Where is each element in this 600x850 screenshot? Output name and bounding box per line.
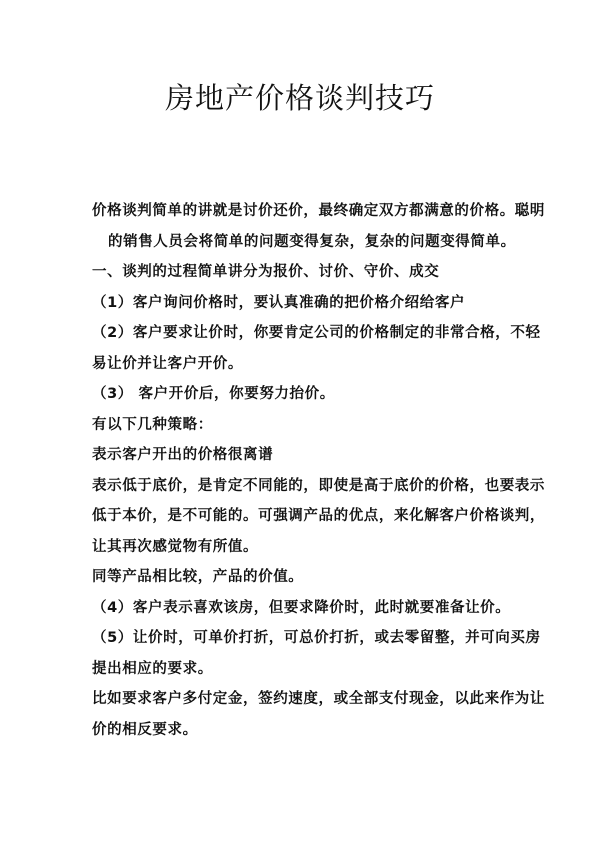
document-body	[92, 196, 545, 745]
paragraph-line: 提出相应的要求。	[92, 660, 213, 677]
list-item: （4）客户表示喜欢该房，但要求降价时，此时就要准备让价。	[92, 599, 511, 616]
paragraph-line: 有以下几种策略：	[92, 416, 213, 433]
paragraph-line: 比如要求客户多付定金，签约速度，或全部支付现金，以此来作为让	[92, 691, 545, 707]
paragraph-line: 易让价并让客户开价。	[92, 355, 243, 372]
list-item: （1）客户询问价格时，要认真准确的把价格介绍给客户	[92, 294, 466, 311]
document-title: 房地产价格谈判技巧	[164, 81, 435, 115]
paragraph-line: 表示客户开出的价格很离谱	[92, 447, 274, 463]
paragraph-line: 价的相反要求。	[92, 721, 198, 738]
paragraph-line: 同等产品相比较，产品的价值。	[92, 569, 304, 585]
paragraph-line: 的销售人员会将简单的问题变得复杂，复杂的问题变得简单。	[108, 233, 516, 250]
paragraph-line: 低于本价，是不可能的。可强调产品的优点，来化解客户价格谈判，	[92, 508, 545, 524]
section-heading: 一、谈判的过程简单讲分为报价、讨价、守价、成交	[92, 264, 440, 280]
paragraph-line: 让其再次感觉物有所值。	[92, 538, 259, 555]
list-item: （3） 客户开价后，你要努力抬价。	[92, 386, 335, 402]
paragraph-line: 价格谈判简单的讲就是讨价还价，最终确定双方都满意的价格。聪明	[92, 203, 545, 219]
list-item: （2）客户要求让价时，你要肯定公司的价格制定的非常合格，不轻	[92, 325, 541, 341]
paragraph-line: 表示低于底价，是肯定不同能的，即使是高于底价的价格，也要表示	[92, 477, 545, 494]
list-item: （5）让价时，可单价打折，可总价打折，或去零留整，并可向买房	[92, 630, 541, 646]
